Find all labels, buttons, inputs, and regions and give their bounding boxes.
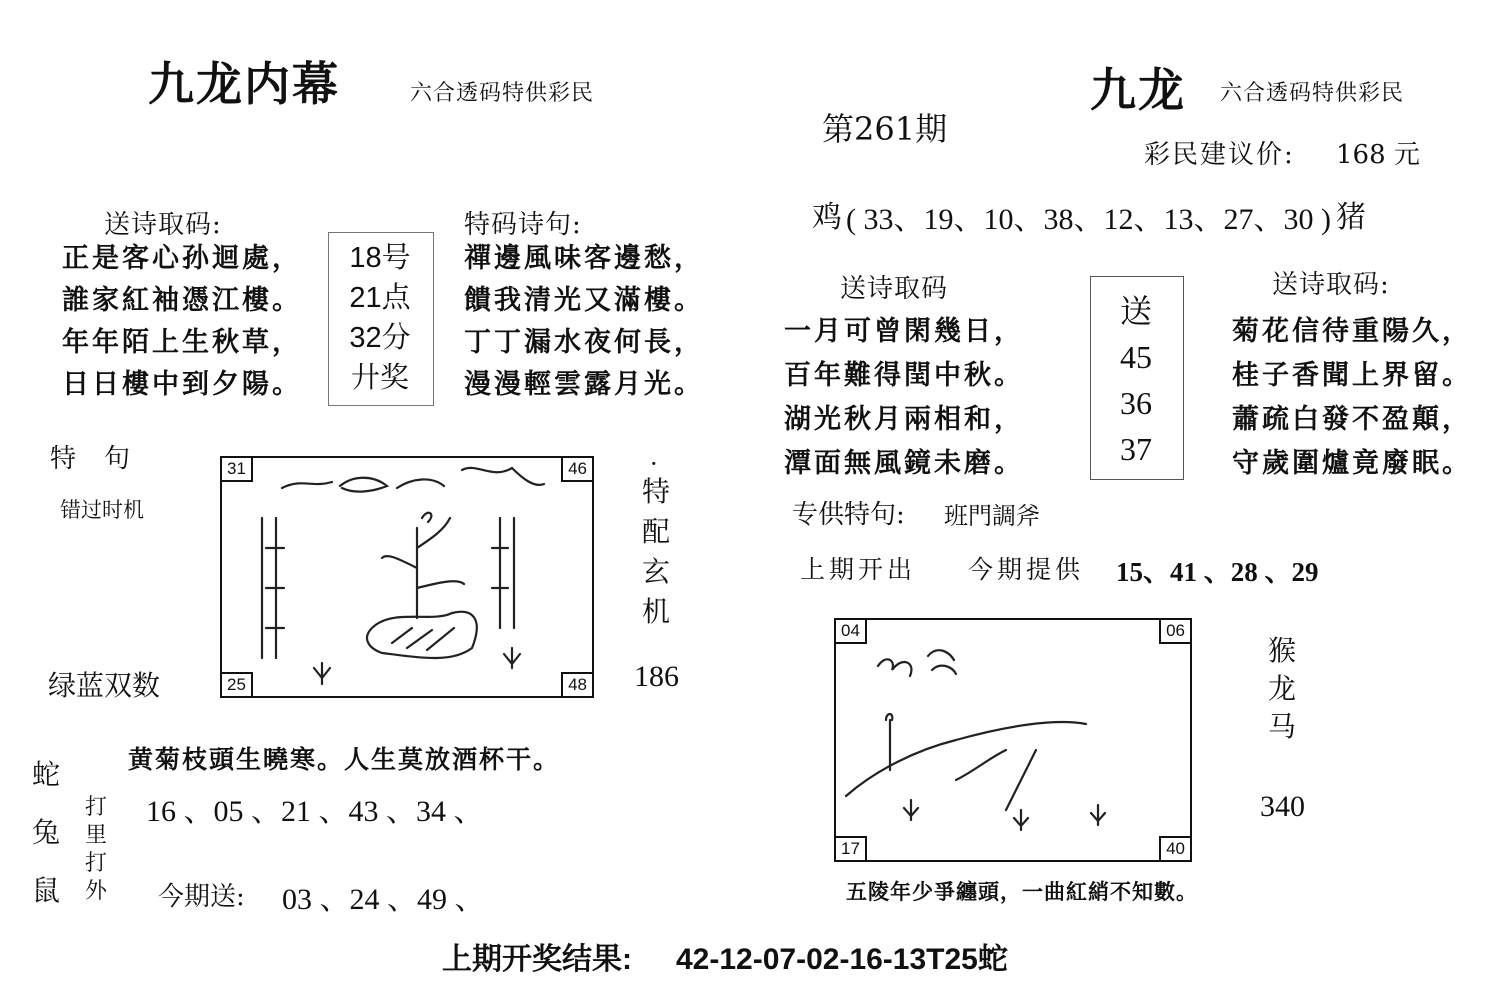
corner-number: 06 <box>1159 618 1192 644</box>
poem-line: 一月可曾閑幾日， <box>784 316 1024 347</box>
poem-line: 日日樓中到夕陽。 <box>62 369 302 400</box>
offer-numbers: 15、41 、28 、29 <box>1116 557 1319 587</box>
left-side-chars <box>636 472 676 632</box>
da-char: 外 <box>84 879 107 904</box>
code-box-line: 21点 <box>349 282 411 314</box>
corner-number: 04 <box>834 618 867 644</box>
right-code-box-text <box>1090 288 1182 472</box>
te-ju-value: 错过时机 <box>60 499 144 522</box>
zodiac-char: 龙 <box>1267 672 1296 705</box>
left-code-box-text <box>328 238 432 398</box>
poem-line: 百年難得閏中秋。 <box>784 360 1024 391</box>
poem-line: 蕭疏白發不盈顛， <box>1232 404 1472 435</box>
left-side-number: 186 <box>634 660 679 693</box>
corner-number: 25 <box>220 672 253 698</box>
side-char: 机 <box>641 595 670 628</box>
poem-line: 丁丁漏水夜何長， <box>464 327 704 358</box>
left-tagline: 六合透码特供彩民 <box>410 81 595 106</box>
send-label: 今期送: <box>158 882 245 912</box>
code-box-line: 37 <box>1120 431 1152 467</box>
color-tip: 绿蓝双数 <box>48 669 161 702</box>
flower-drawing <box>222 458 592 696</box>
poem-line: 漫漫輕雲露月光。 <box>464 369 704 400</box>
poem-line: 桂子香聞上界留。 <box>1232 360 1472 391</box>
da-char: 打 <box>84 851 107 876</box>
te-ju-label: 特 句 <box>50 444 132 474</box>
price-label: 彩民建议价: <box>1144 140 1295 170</box>
numbers-row: 16 、05 、21 、43 、34 、 <box>146 795 484 828</box>
side-char: 配 <box>641 515 670 548</box>
left-poem-heading: 送诗取码: <box>104 210 222 240</box>
zodiac-char: 猴 <box>1267 634 1296 667</box>
zodiac-char: 兔 <box>31 816 60 849</box>
right-poem-heading-b: 送诗取码: <box>1272 270 1390 300</box>
side-char: 特 <box>641 475 670 508</box>
right-poem-b <box>1232 310 1472 486</box>
last-label: 上期开出 <box>800 555 917 584</box>
animal-end: 猪 <box>1336 200 1366 235</box>
da-char: 打 <box>84 795 107 820</box>
price-value: 168 元 <box>1336 140 1420 170</box>
result-label: 上期开奖结果: <box>442 943 632 976</box>
poem-line: 菊花信待重陽久， <box>1232 316 1472 347</box>
corner-number: 31 <box>220 456 253 482</box>
zodiac-char: 蛇 <box>31 758 60 791</box>
corner-number: 48 <box>561 672 594 698</box>
poem-line: 正是客心孙迴處， <box>62 243 302 274</box>
issue-number: 第261期 <box>822 110 948 148</box>
special-value: 班門調斧 <box>944 502 1040 530</box>
zodiac-char: 马 <box>1267 710 1296 743</box>
right-side-number: 340 <box>1260 790 1305 823</box>
poem-line: 禪邊風味客邊愁， <box>464 243 704 274</box>
corner-number: 40 <box>1159 836 1192 862</box>
left-poem <box>62 238 302 406</box>
da-li-column <box>76 794 116 906</box>
code-box-line: 送 <box>1119 293 1152 329</box>
corner-number: 46 <box>561 456 594 482</box>
right-tagline: 六合透码特供彩民 <box>1220 81 1405 106</box>
poem-line: 饋我清光又滿樓。 <box>464 285 704 316</box>
send-numbers: 03 、24 、49 、 <box>282 883 485 916</box>
special-label: 专供特句: <box>792 500 905 530</box>
da-char: 里 <box>84 823 107 848</box>
left-verse: 黄菊枝頭生曉寒。人生莫放酒杯干。 <box>128 745 561 774</box>
code-box-line: 18号 <box>349 242 411 274</box>
animal-numbers: ( 33、19、10、38、12、13、27、30 ) <box>846 203 1331 236</box>
side-char: 玄 <box>641 555 670 588</box>
zodiac-char: 鼠 <box>31 874 60 907</box>
code-box-line: 32分 <box>349 322 411 354</box>
side-mark: · <box>650 450 658 478</box>
poem-line: 年年陌上生秋草， <box>62 327 302 358</box>
poem-line: 守歲圍爐竟廢眠。 <box>1232 448 1472 479</box>
right-poem-heading-a: 送诗取码 <box>840 274 949 304</box>
offer-label: 今期提供 <box>968 555 1085 584</box>
poem-line: 誰家紅袖憑江樓。 <box>62 285 302 316</box>
poem-line: 潭面無風鏡未磨。 <box>784 448 1024 479</box>
code-box-line: 廾奖 <box>350 362 409 394</box>
zodiac-column <box>26 746 66 920</box>
special-poem-heading: 特码诗句: <box>464 210 582 240</box>
left-picture-frame <box>220 456 594 698</box>
poem-line: 湖光秋月兩相和， <box>784 404 1024 435</box>
right-poem-a <box>784 310 1024 486</box>
corner-number: 17 <box>834 836 867 862</box>
right-picture-frame <box>834 618 1192 862</box>
result-value: 42-12-07-02-16-13T25蛇 <box>676 943 1008 976</box>
right-title: 九龙 <box>1090 63 1186 117</box>
landscape-drawing <box>836 620 1190 860</box>
animal-start: 鸡 <box>812 200 842 235</box>
right-caption: 五陵年少爭纏頭，一曲紅綃不知數。 <box>846 879 1198 904</box>
left-title: 九龙内幕 <box>148 57 340 111</box>
code-box-line: 45 <box>1120 339 1152 375</box>
code-box-line: 36 <box>1120 385 1152 421</box>
right-zodiac <box>1262 632 1302 746</box>
special-poem <box>464 238 704 406</box>
